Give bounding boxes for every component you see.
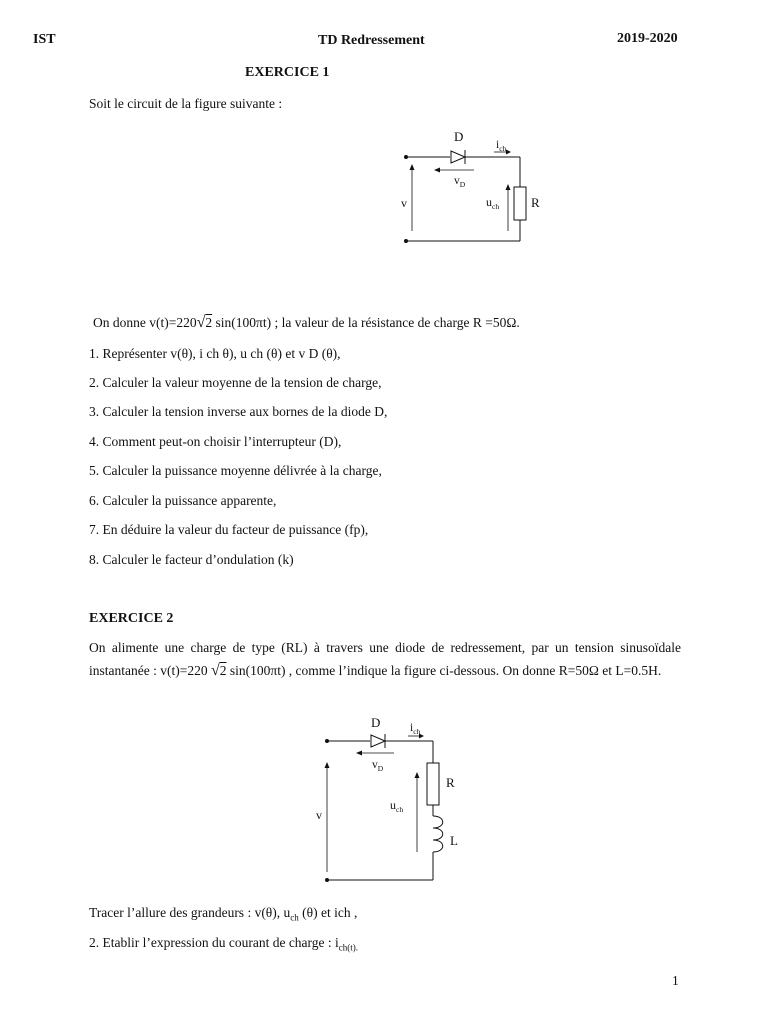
- header-title: TD Redressement: [318, 33, 425, 48]
- question-2: 2. Calculer la valeur moyenne de la tension de charge,: [89, 375, 382, 390]
- label-resistor: R: [446, 775, 455, 790]
- diode-symbol: [371, 735, 385, 747]
- page-number: 1: [672, 973, 679, 988]
- diode-symbol: [451, 151, 465, 163]
- label-resistor: R: [531, 195, 540, 210]
- circuit-diagram-2: [300, 712, 470, 892]
- header-year: 2019-2020: [617, 31, 678, 46]
- question-3: 3. Calculer la tension inverse aux bornes de la diode D,: [89, 404, 388, 419]
- resistor-symbol: [427, 763, 439, 805]
- exercise2-question-2: 2. Etablir l’expression du courant de charge : $i_{ch(t).}$: [89, 935, 359, 953]
- inductor-symbol: [433, 816, 443, 852]
- label-diode: D: [371, 715, 381, 730]
- question-7: 7. En déduire la valeur du facteur de puissance (fp),: [89, 522, 369, 537]
- circuit-diagram-1: [390, 126, 550, 250]
- label-inductor: L: [450, 833, 458, 848]
- label-v: v: [401, 196, 407, 210]
- exercise1-given: On donne v(t)=220√2 sin(100πt) ; la valeur de la résistance de charge R =50Ω.: [93, 314, 520, 331]
- exercise2-title: EXERCICE 2: [89, 611, 174, 626]
- resistor-symbol: [514, 187, 526, 220]
- question-5: 5. Calculer la puissance moyenne délivrée à la charge,: [89, 463, 382, 478]
- label-uch: $u_{ch}$: [486, 195, 500, 211]
- label-vd: $v_D$: [454, 175, 466, 189]
- header-left: IST: [33, 32, 56, 47]
- exercise2-question-1: Tracer l’allure des grandeurs : v(θ), $u_{ch}$ (θ) et ich ,: [89, 905, 358, 923]
- exercise1-title: EXERCICE 1: [245, 65, 330, 80]
- question-6: 6. Calculer la puissance apparente,: [89, 493, 277, 508]
- question-8: 8. Calculer le facteur d’ondulation (k): [89, 552, 294, 567]
- label-v: v: [316, 808, 322, 822]
- label-current: $i_{ch}$: [410, 722, 421, 736]
- question-4: 4. Comment peut-on choisir l’interrupteur (D),: [89, 434, 342, 449]
- question-1: 1. Représenter v(θ), i ch θ), u ch (θ) et v D (θ),: [89, 346, 341, 361]
- exercise1-intro: Soit le circuit de la figure suivante :: [89, 96, 283, 111]
- label-vd: $v_D$: [372, 759, 384, 773]
- label-current: $i_{ch}$: [496, 139, 507, 153]
- exercise2-paragraph: On alimente une charge de type (RL) à travers une diode de redressement, par un tension sinusoïdale instantanée : v(t)=220 √2 sin(100πt) , comme l’indique la figure ci-dessous. On donne R=50Ω et L=0.5H.: [89, 640, 681, 679]
- label-uch: $u_{ch}$: [390, 798, 404, 814]
- label-diode: D: [454, 129, 464, 144]
